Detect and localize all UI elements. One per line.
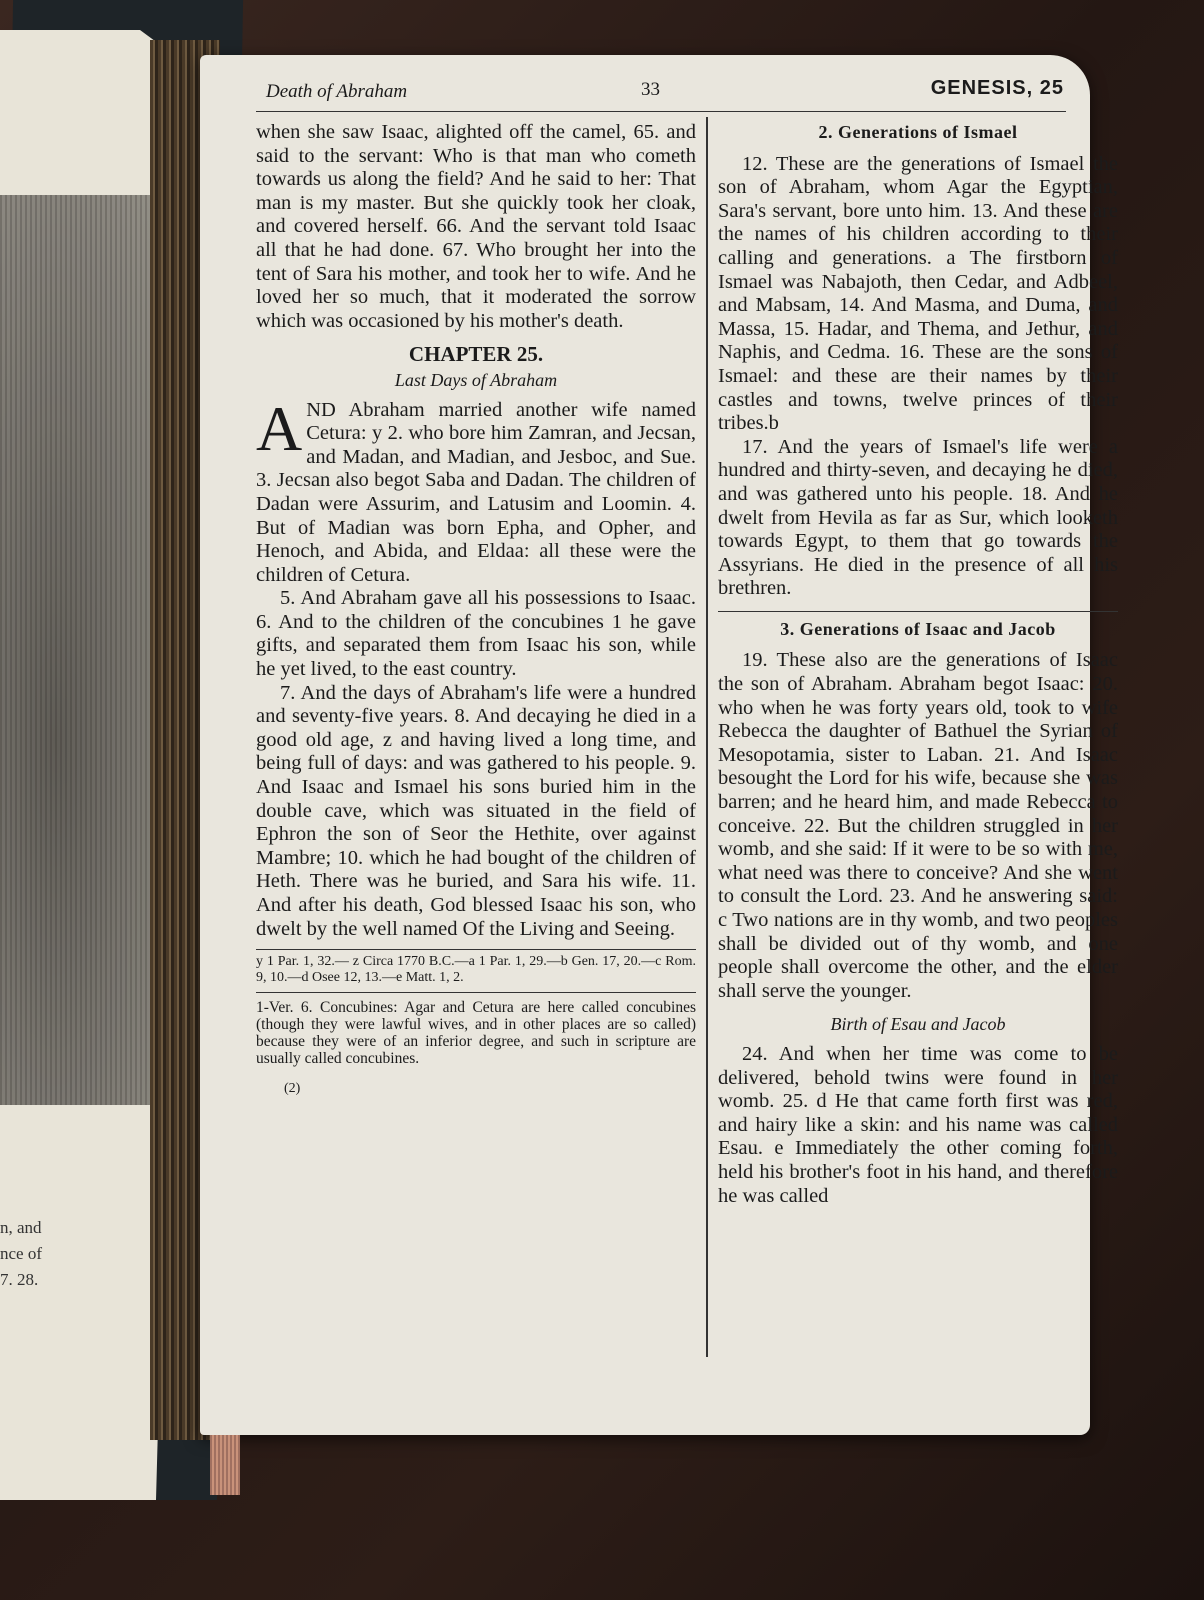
running-title: Death of Abraham bbox=[266, 81, 408, 102]
cross-references: y 1 Par. 1, 32.— z Circa 1770 B.C.—a 1 Par. 1, 29.—b Gen. 17, 20.—c Rom. 9, 10.—d Osee 12, 13.—e Matt. 1, 2. bbox=[256, 949, 696, 986]
book-chapter-title: GENESIS, 25 bbox=[930, 77, 1064, 99]
column-divider bbox=[706, 117, 708, 1357]
section-rule bbox=[718, 611, 1118, 612]
chapter-opening-paragraph: AND Abraham married another wife named Cetura: y 2. who bore him Zamran, and Jecsan, and Madan, and Madian, and Jesboc, and Sue. 3. Jecsan also begot Saba and Dadan. The children of Dadan were Assurim, and Latusim and Loomin. 4. But of Madian was born Epha, and Opher, and Henoch, and Abida, and Eldaa: all these were the children of Cetura. bbox=[256, 392, 696, 586]
signature-mark: (2) bbox=[284, 1081, 301, 1097]
chapter-title: CHAPTER 25. bbox=[408, 342, 544, 367]
paragraph: 12. These are the generations of Ismael the son of Abraham, whom Agar the Egyptian, Sara's servant, bore unto him. 13. And these are the names of his children according to their calling and generations. a The firstborn of Ismael was Nabajoth, then Cedar, and Adbeel, and Mabsam, 14. And Masma, and Duma, and Massa, 15. Hadar, and Thema, and Jethur, and Naphis, and Cedma. 16. These are the sons of Ismael: and these are their names by their castles and towns, twelve princes of their tribes.b bbox=[718, 152, 1118, 435]
paragraph: 24. And when her time was come to be delivered, behold twins were found in her womb. 25. d He that came forth first was red, and hairy like a skin: and his name was called Esau. e Immediately the other coming forth, held his brother's foot in his hand, and therefore he was called bbox=[718, 1042, 1118, 1207]
paragraph: 17. And the years of Ismael's life were a hundred and thirty-seven, and decaying he died, and was gathered unto his people. 18. And he dwelt from Hevila as far as Sur, which looketh towards Egypt, to them that go towards the Assyrians. He died in the presence of all his brethren. bbox=[718, 435, 1118, 600]
left-page-caption: n, and nce of 7. 28. bbox=[0, 1218, 43, 1289]
right-column bbox=[718, 121, 1118, 1208]
chapter-subtitle: Last Days of Abraham bbox=[394, 369, 558, 390]
section-heading: 3. Generations of Isaac and Jacob bbox=[780, 618, 1056, 639]
page-number: 33 bbox=[641, 79, 660, 100]
left-column bbox=[256, 121, 696, 1101]
page-header bbox=[256, 77, 1066, 112]
section-subheading: Birth of Esau and Jacob bbox=[830, 1014, 1006, 1035]
paragraph: 7. And the days of Abraham's life were a hundred and seventy-five years. 8. And decaying he died in a good old age, z and having lived a long time, and being full of days: and was gathered to his people. 9. And Isaac and Ismael his sons buried him in the double cave, which was situated in the field of Ephron the son of Seor the Hethite, over against Mambre; 10. which he had bought of the children of Heth. There was he buried, and Sara his wife. 11. And after his death, God blessed Isaac his son, who dwelt by the well named Of the Living and Seeing. bbox=[256, 681, 696, 940]
drop-cap: A bbox=[256, 392, 303, 464]
bookmark-ribbon bbox=[210, 1435, 240, 1495]
footnote: 1-Ver. 6. Concubines: Agar and Cetura are here called concubines (though they were lawful wives, and in other places are so called) because they were of an inferior degree, and such in scripture are usually called concubines. bbox=[256, 992, 696, 1067]
paragraph: 19. These also are the generations of Isaac the son of Abraham. Abraham begot Isaac: 20. who when he was forty years old, took to wife Rebecca the daughter of Bathuel the Syrian of Mesopotamia, sister to Laban. 21. And Isaac besought the Lord for his wife, because she was barren; and he heard him, and made Rebecca to conceive. 22. But the children struggled in her womb, and she said: If it were to be so with me, what need was there to conceive? And she went to consult the Lord. 23. And he answering said: c Two nations are in thy womb, and two peoples shall be divided out of thy womb, and one people shall overcome the other, and the elder shall serve the younger. bbox=[718, 649, 1118, 1002]
paragraph: 5. And Abraham gave all his possessions to Isaac. 6. And to the children of the concubines 1 he gave gifts, and separated them from Isaac his son, while he yet lived, to the east country. bbox=[256, 587, 696, 681]
continuation-text: when she saw Isaac, alighted off the camel, 65. and said to the servant: Who is that man who cometh towards us along the field? And he said to her: That man is my master. But she quickly took her cloak, and covered herself. 66. And the servant told Isaac all that he had done. 67. Who brought her into the tent of Sara his mother, and took her to wife. And he loved her so much, that it moderated the sorrow which was occasioned by his mother's death. bbox=[256, 121, 696, 332]
section-heading: 2. Generations of Ismael bbox=[818, 122, 1018, 142]
right-page bbox=[200, 55, 1118, 1435]
